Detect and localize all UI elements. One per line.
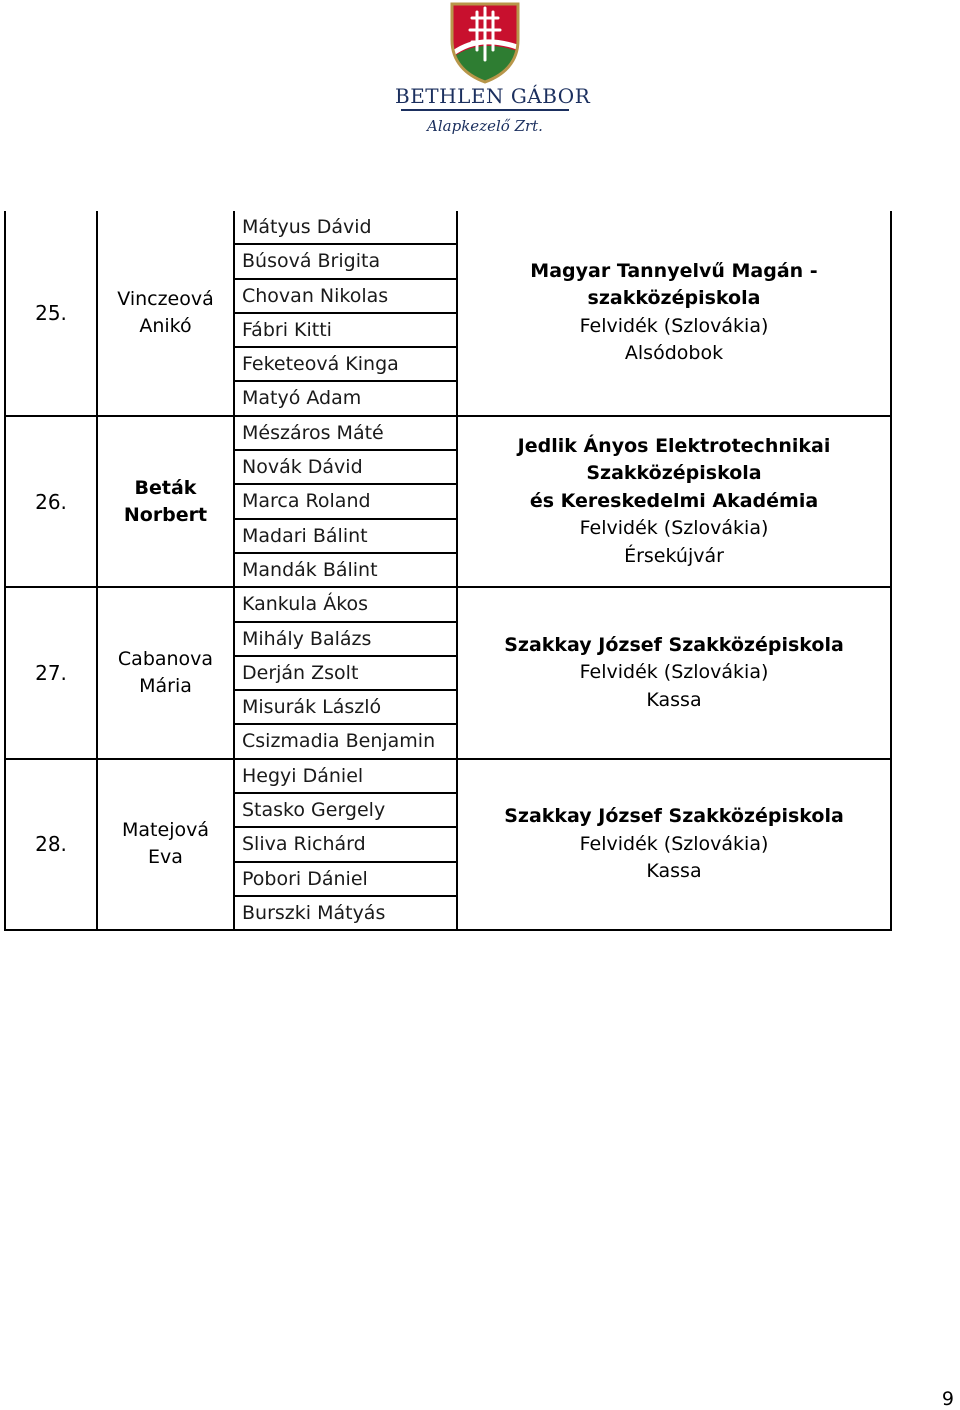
coach-given-name: Mária <box>139 675 192 697</box>
student-name: Derján Zsolt <box>235 657 456 691</box>
student-name: Matyó Adam <box>242 387 362 410</box>
school-cell <box>457 759 891 930</box>
brand-subtitle: Alapkezelő Zrt. <box>427 117 543 135</box>
coach-surname: Vinczeová <box>117 287 214 310</box>
school-name: Magyar Tannyelvű Magán - szakközépiskola <box>530 259 818 310</box>
row-number: 26. <box>5 416 97 587</box>
school-region: Felvidék (Szlovákia) <box>579 832 769 855</box>
student-name: Kankula Ákos <box>235 588 456 622</box>
school-region: Felvidék (Szlovákia) <box>579 314 769 337</box>
student-name: Marca Roland <box>235 485 456 519</box>
student-name: Mihály Balázs <box>235 623 456 657</box>
row-number: 28. <box>5 759 97 930</box>
table-row <box>5 759 891 930</box>
coach-given-name: Eva <box>148 846 183 869</box>
coach-cell <box>97 587 234 758</box>
table-row <box>5 211 891 416</box>
students-cell <box>234 759 457 930</box>
student-name: Mészáros Máté <box>235 417 456 451</box>
row-number: 27. <box>5 587 97 758</box>
school-city: Kassa <box>646 860 702 883</box>
school-cell <box>457 587 891 758</box>
student-name: Madari Bálint <box>235 520 456 554</box>
coach-cell <box>97 759 234 930</box>
table-row <box>5 587 891 758</box>
school-name: Szakkay József Szakközépiskola <box>504 633 844 656</box>
page-number: 9 <box>941 1388 954 1410</box>
coach-cell <box>97 416 234 587</box>
student-name: Chovan Nikolas <box>235 280 456 314</box>
students-cell <box>234 587 457 758</box>
brand-name: BETHLEN GÁBOR <box>395 84 591 108</box>
student-name: Novák Dávid <box>235 451 456 485</box>
coach-surname: Cabanova <box>117 648 214 670</box>
logo <box>395 0 591 140</box>
school-city: Kassa <box>646 688 702 711</box>
student-name: Csizmadia Benjamin <box>242 730 436 753</box>
school-region: Felvidék (Szlovákia) <box>579 661 769 684</box>
student-name: Feketeová Kinga <box>235 348 456 382</box>
table-row <box>5 416 891 587</box>
student-name: Mátyus Dávid <box>235 211 456 245</box>
participants-table <box>4 211 892 931</box>
school-name: és Kereskedelmi Akadémia <box>529 489 819 512</box>
coach-surname: Beták <box>134 476 197 499</box>
coach-surname: Matejová <box>122 819 209 842</box>
student-name: Sliva Richárd <box>235 828 456 862</box>
coach-given-name: Norbert <box>123 503 208 526</box>
brand-rule <box>401 109 569 111</box>
shield-emblem-icon <box>448 0 522 84</box>
student-name: Mandák Bálint <box>242 558 378 581</box>
school-name: Jedlik Ányos Elektrotechnikai <box>517 434 831 457</box>
school-cell <box>457 416 891 587</box>
school-name: Szakkay József Szakközépiskola <box>504 805 844 828</box>
student-name: Fábri Kitti <box>235 314 456 348</box>
school-name: Szakközépiskola <box>586 462 762 485</box>
coach-given-name: Anikó <box>139 314 192 337</box>
student-name: Hegyi Dániel <box>235 760 456 794</box>
students-cell <box>234 416 457 587</box>
student-name: Burszki Mátyás <box>242 901 386 924</box>
students-cell <box>234 211 457 416</box>
student-name: Pobori Dániel <box>235 863 456 897</box>
coach-cell <box>97 211 234 416</box>
row-number: 25. <box>5 211 97 416</box>
student-name: Misurák László <box>235 691 456 725</box>
school-region: Felvidék (Szlovákia) <box>579 517 769 540</box>
school-cell <box>457 211 891 416</box>
school-city: Alsódobok <box>624 342 724 365</box>
student-name: Búsová Brigita <box>235 245 456 279</box>
student-name: Stasko Gergely <box>235 794 456 828</box>
school-city: Érsekújvár <box>624 544 724 567</box>
